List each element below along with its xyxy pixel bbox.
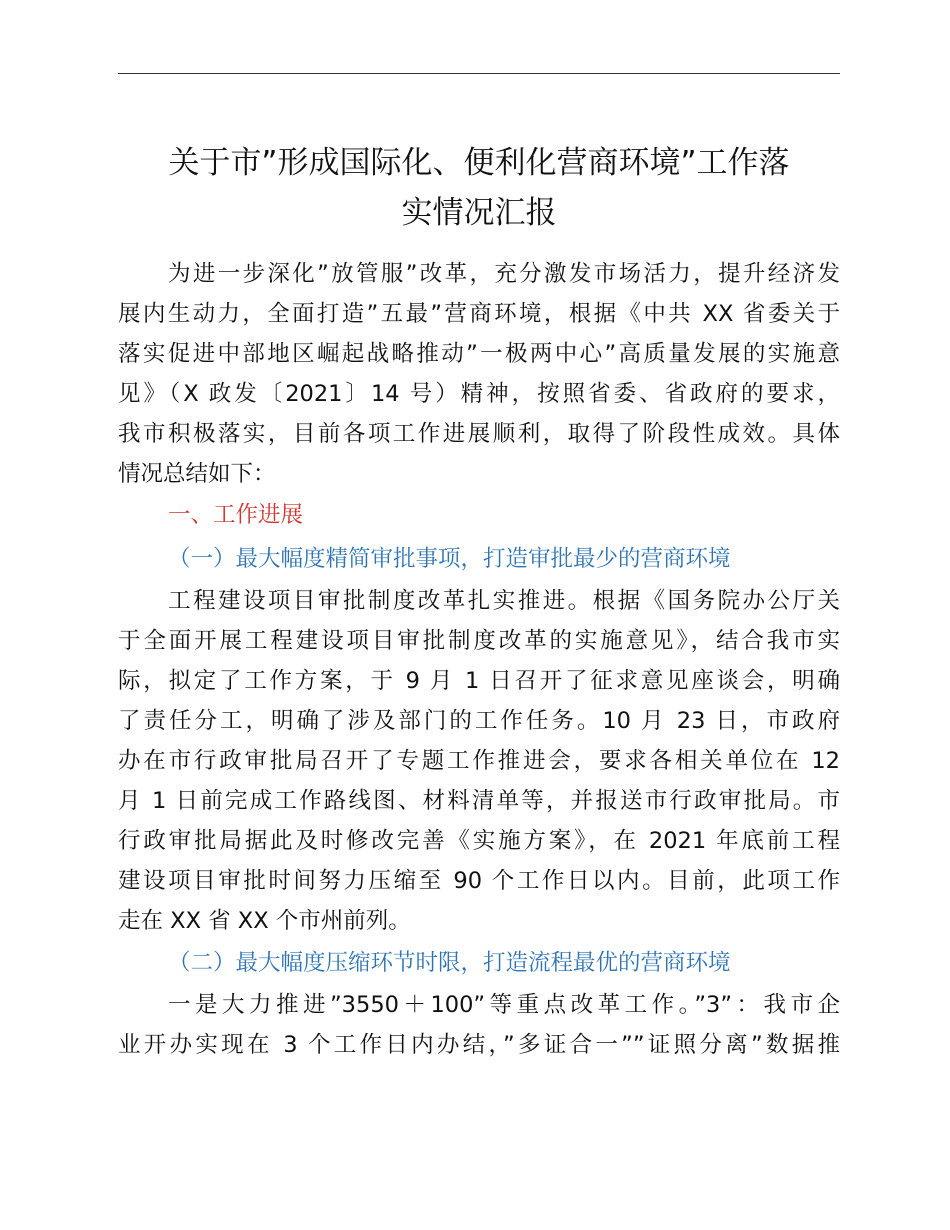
intro-line: 展内生动力，全面打造”五最”营商环境，根据《中共 XX 省委关于 bbox=[118, 301, 840, 327]
paragraph-line: 行政审批局据此及时修改完善《实施方案》，在 2021 年底前工程 bbox=[118, 828, 840, 854]
document-title bbox=[118, 138, 840, 238]
paragraph-line: 于全面开展工程建设项目审批制度改革的实施意见》，结合我市实 bbox=[118, 628, 840, 654]
subsection-heading-2: （二）最大幅度压缩环节时限，打造流程最优的营商环境 bbox=[168, 950, 731, 976]
paragraph-line: 办在市行政审批局召开了专题工作推进会，要求各相关单位在 12 bbox=[118, 748, 840, 774]
intro-line: 为进一步深化”放管服”改革，充分激发市场活力，提升经济发 bbox=[168, 261, 840, 287]
subsection-heading-1: （一）最大幅度精简审批事项，打造审批最少的营商环境 bbox=[168, 546, 731, 572]
paragraph-line: 建设项目审批时间努力压缩至 90 个工作日以内。目前，此项工作 bbox=[118, 868, 840, 894]
paragraph-line: 月 1 日前完成工作路线图、材料清单等，并报送市行政审批局。市 bbox=[118, 788, 840, 814]
paragraph-line: 走在 XX 省 XX 个市州前列。 bbox=[118, 908, 411, 934]
intro-line: 我市积极落实，目前各项工作进展顺利，取得了阶段性成效。具体 bbox=[118, 421, 840, 447]
header-rule bbox=[118, 73, 840, 74]
intro-line: 落实促进中部地区崛起战略推动”一极两中心”高质量发展的实施意 bbox=[118, 341, 840, 367]
section-heading-work-progress: 一、工作进展 bbox=[168, 502, 304, 528]
paragraph-line: 工程建设项目审批制度改革扎实推进。根据《国务院办公厅关 bbox=[168, 588, 840, 614]
paragraph-line: 一是大力推进”3550＋100”等重点改革工作。”3”：我市企 bbox=[168, 992, 840, 1018]
intro-line: 情况总结如下： bbox=[118, 461, 276, 487]
document-body bbox=[118, 254, 840, 1065]
title-line-2: 实情况汇报 bbox=[401, 195, 557, 231]
paragraph-line: 际，拟定了工作方案，于 9 月 1 日召开了征求意见座谈会，明确 bbox=[118, 668, 840, 694]
intro-line: 见》（X 政发〔2021〕14 号）精神，按照省委、省政府的要求， bbox=[118, 381, 840, 407]
title-line-1: 关于市”形成国际化、便利化营商环境”工作落 bbox=[168, 145, 790, 181]
paragraph-line: 了责任分工，明确了涉及部门的工作任务。10 月 23 日，市政府 bbox=[118, 708, 840, 734]
paragraph-line: 业开办实现在 3 个工作日内办结，”多证合一””证照分离”数据推 bbox=[118, 1032, 840, 1058]
